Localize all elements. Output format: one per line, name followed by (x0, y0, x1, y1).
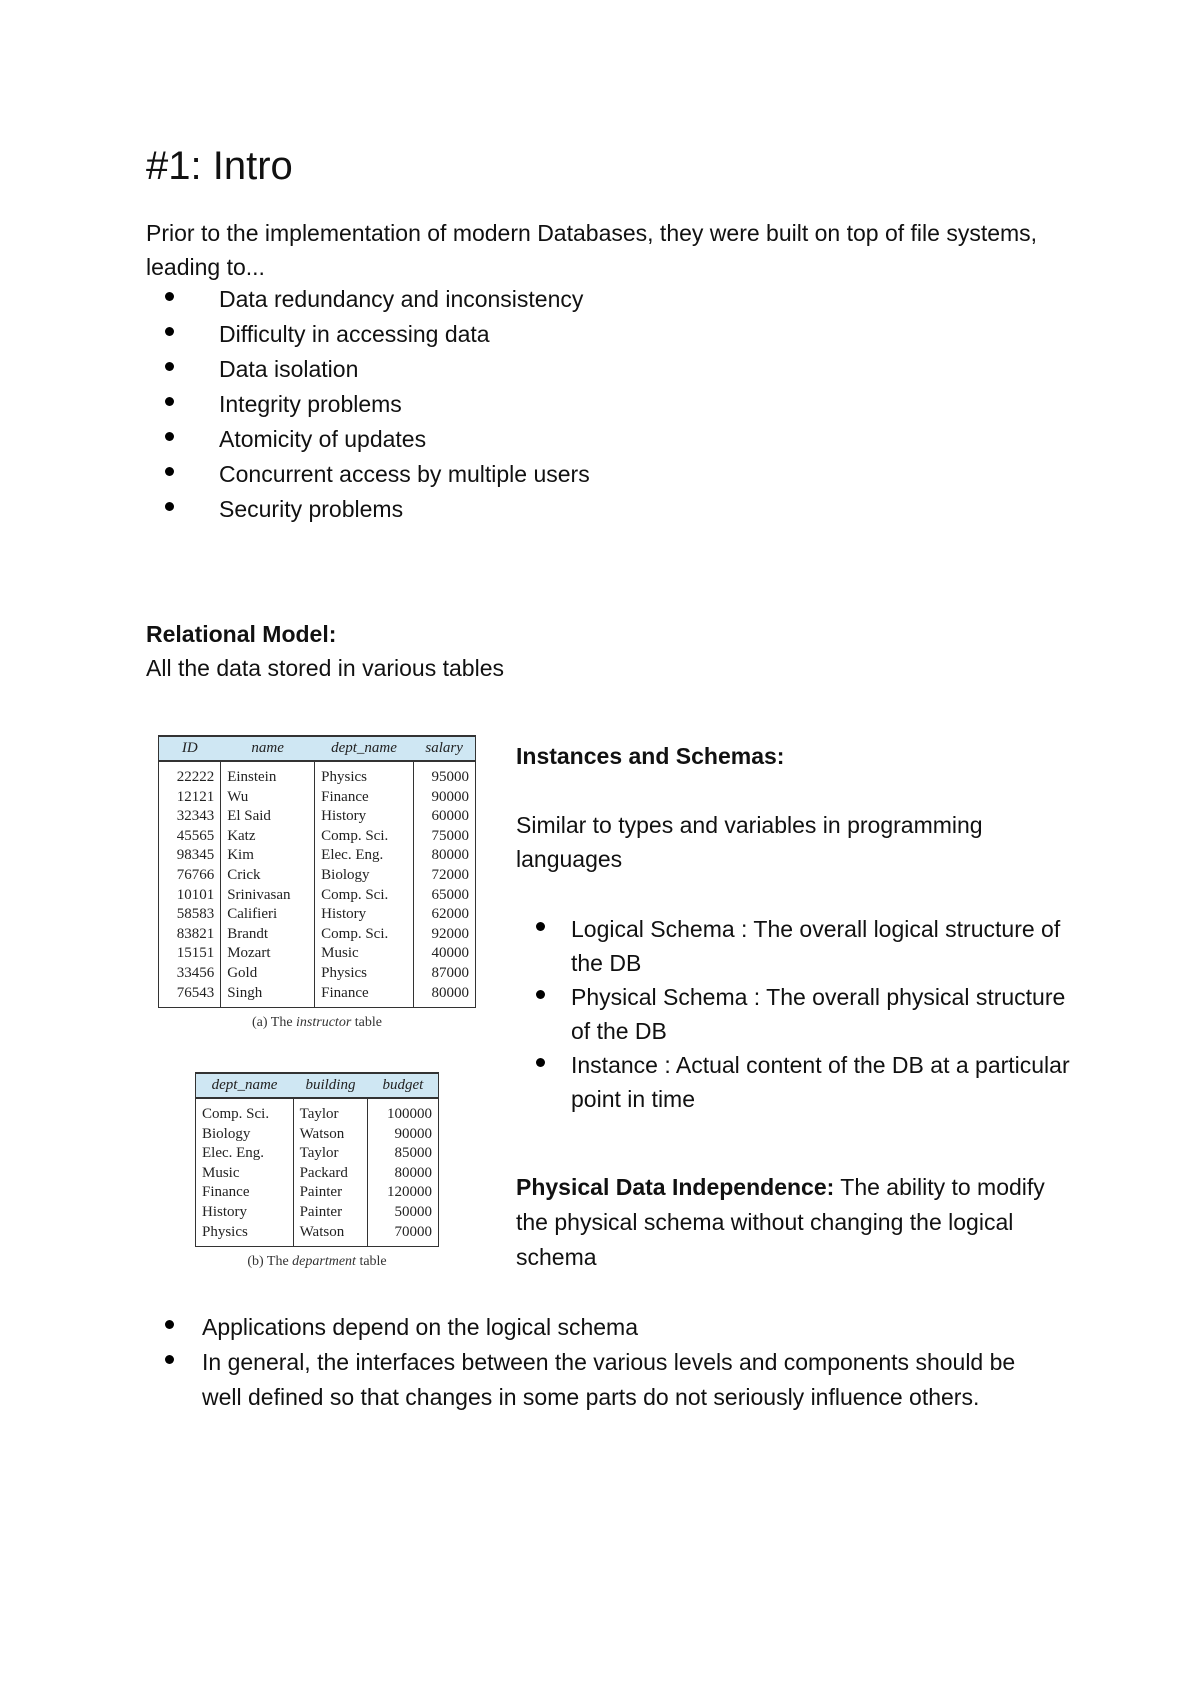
table-row (196, 1183, 439, 1203)
table-cell: 50000 (368, 1203, 439, 1223)
intro-paragraph: Prior to the implementation of modern Databases, they were built on top of file systems, leading to... (146, 220, 1038, 280)
table-cell: 120000 (368, 1183, 439, 1203)
table-cell: Comp. Sci. (202, 1106, 270, 1122)
table-cell: Mozart (221, 944, 315, 964)
table-cell: Brandt (221, 925, 315, 945)
table-row (159, 944, 476, 964)
table-cell: 76766 (176, 866, 215, 883)
table-cell: Finance (315, 984, 414, 1008)
table-cell: 92000 (413, 925, 475, 945)
table-cell: Finance (315, 788, 414, 808)
bullet-icon (165, 1320, 174, 1329)
table-row (196, 1098, 439, 1125)
table-cell: 22222 (176, 769, 215, 785)
table-cell: History (315, 807, 414, 827)
table-cell: Einstein (221, 761, 315, 788)
column-header: budget (368, 1073, 439, 1098)
table-cell: Singh (221, 984, 315, 1008)
table-cell: 83821 (176, 925, 215, 942)
list-item: Physical Schema : The overall physical structure of the DB (516, 980, 1076, 1048)
list-item: Logical Schema : The overall logical structure of the DB (516, 912, 1076, 980)
list-item: Instance : Actual content of the DB at a particular point in time (516, 1048, 1076, 1116)
list-item: Difficulty in accessing data (0, 317, 590, 352)
table-cell: Watson (293, 1125, 368, 1145)
table-cell: Comp. Sci. (315, 886, 414, 906)
schemas-list (516, 912, 1076, 1116)
table-cell: 10101 (176, 886, 215, 903)
table-row (196, 1144, 439, 1164)
table-row (159, 846, 476, 866)
relational-model-text: All the data stored in various tables (146, 655, 504, 681)
list-item: Data redundancy and inconsistency (0, 282, 590, 317)
column-header: salary (413, 736, 475, 761)
column-header: ID (159, 736, 221, 761)
table-row (196, 1203, 439, 1223)
relational-model-heading: Relational Model: (146, 621, 337, 647)
table-cell: Kim (221, 846, 315, 866)
table-cell: Watson (293, 1223, 368, 1247)
bullet-icon (165, 397, 174, 406)
column-header: building (293, 1073, 368, 1098)
table-cell: Wu (221, 788, 315, 808)
table-cell: Biology (202, 1125, 251, 1142)
instructor-table (158, 735, 476, 1008)
department-table (195, 1072, 439, 1247)
table-cell: Gold (221, 964, 315, 984)
table-row (159, 807, 476, 827)
column-header: dept_name (196, 1073, 294, 1098)
table-cell: 12121 (176, 788, 215, 805)
table-cell: Physics (202, 1223, 248, 1240)
bullet-icon (165, 432, 174, 441)
column-header: dept_name (315, 736, 414, 761)
bullet-icon (165, 362, 174, 371)
table-cell: 95000 (413, 761, 475, 788)
table-cell: Elec. Eng. (315, 846, 414, 866)
table-row (159, 827, 476, 847)
table-cell: 90000 (368, 1125, 439, 1145)
table-cell: Taylor (293, 1098, 368, 1125)
table-cell: 65000 (413, 886, 475, 906)
table-cell: 60000 (413, 807, 475, 827)
list-item: Integrity problems (0, 387, 590, 422)
bullet-icon (165, 1355, 174, 1364)
table-row (159, 925, 476, 945)
table-cell: 80000 (413, 846, 475, 866)
notes-list (0, 1310, 1060, 1415)
table-cell: Packard (293, 1164, 368, 1184)
table-cell: Biology (315, 866, 414, 886)
table-cell: Finance (202, 1184, 250, 1201)
list-item: Applications depend on the logical schema (0, 1310, 1060, 1345)
table-cell: 76543 (176, 984, 215, 1001)
table-cell: Painter (293, 1183, 368, 1203)
table-cell: Califieri (221, 905, 315, 925)
table-cell: 62000 (413, 905, 475, 925)
table-cell: Physics (315, 964, 414, 984)
problems-list (0, 282, 590, 527)
list-item: Concurrent access by multiple users (0, 457, 590, 492)
list-item: In general, the interfaces between the various levels and components should be well defined so that changes in some parts do not seriously influence others. (0, 1345, 1060, 1415)
table-cell: 40000 (413, 944, 475, 964)
table-cell: Physics (315, 761, 414, 788)
bullet-icon (165, 292, 174, 301)
table-cell: 58583 (176, 906, 215, 923)
table-cell: Painter (293, 1203, 368, 1223)
table-cell: History (315, 905, 414, 925)
table-cell: Music (202, 1164, 240, 1181)
pdi-definition: The ability to modify the physical schema without changing the logical schema (516, 1174, 1045, 1270)
bullet-icon (165, 467, 174, 476)
table-cell: 87000 (413, 964, 475, 984)
table-cell: Comp. Sci. (315, 925, 414, 945)
table-cell: 80000 (368, 1164, 439, 1184)
bullet-icon (165, 502, 174, 511)
table-cell: 98345 (176, 847, 215, 864)
instructor-table-caption: (a) The instructor table (251, 1015, 382, 1031)
column-header: name (221, 736, 315, 761)
schemas-heading: Instances and Schemas: (516, 743, 785, 769)
table-cell: 70000 (368, 1223, 439, 1247)
table-cell: 75000 (413, 827, 475, 847)
table-cell: Taylor (293, 1144, 368, 1164)
instructor-table-figure (158, 735, 476, 1031)
table-cell: History (202, 1203, 247, 1220)
table-row (159, 886, 476, 906)
table-row (159, 866, 476, 886)
table-cell: Music (315, 944, 414, 964)
bullet-icon (536, 1058, 545, 1067)
table-cell: 32343 (176, 808, 215, 825)
table-row (159, 761, 476, 788)
list-item: Data isolation (0, 352, 590, 387)
table-cell: Comp. Sci. (315, 827, 414, 847)
table-cell: 45565 (176, 827, 215, 844)
table-row (159, 788, 476, 808)
table-cell: 80000 (413, 984, 475, 1008)
table-cell: Srinivasan (221, 886, 315, 906)
bullet-icon (536, 922, 545, 931)
schemas-intro: Similar to types and variables in programming languages (516, 812, 983, 872)
table-cell: El Said (221, 807, 315, 827)
table-cell: 33456 (176, 964, 215, 981)
table-cell: 15151 (176, 945, 215, 962)
table-cell: Katz (221, 827, 315, 847)
list-item: Security problems (0, 492, 590, 527)
table-row (159, 905, 476, 925)
bullet-icon (165, 327, 174, 336)
table-row (196, 1125, 439, 1145)
table-cell: 90000 (413, 788, 475, 808)
bullet-icon (536, 990, 545, 999)
list-item: Atomicity of updates (0, 422, 590, 457)
table-cell: Crick (221, 866, 315, 886)
table-row (159, 984, 476, 1008)
pdi-term: Physical Data Independence: (516, 1174, 835, 1200)
table-cell: Elec. Eng. (202, 1145, 265, 1162)
page-title: #1: Intro (146, 144, 293, 188)
table-cell: 85000 (368, 1144, 439, 1164)
table-cell: 72000 (413, 866, 475, 886)
table-row (196, 1164, 439, 1184)
table-row (196, 1223, 439, 1247)
physical-data-independence (516, 1170, 1076, 1275)
table-row (159, 964, 476, 984)
department-table-figure (195, 1072, 439, 1270)
table-cell: 100000 (368, 1098, 439, 1125)
department-table-caption: (b) The department table (247, 1254, 387, 1270)
